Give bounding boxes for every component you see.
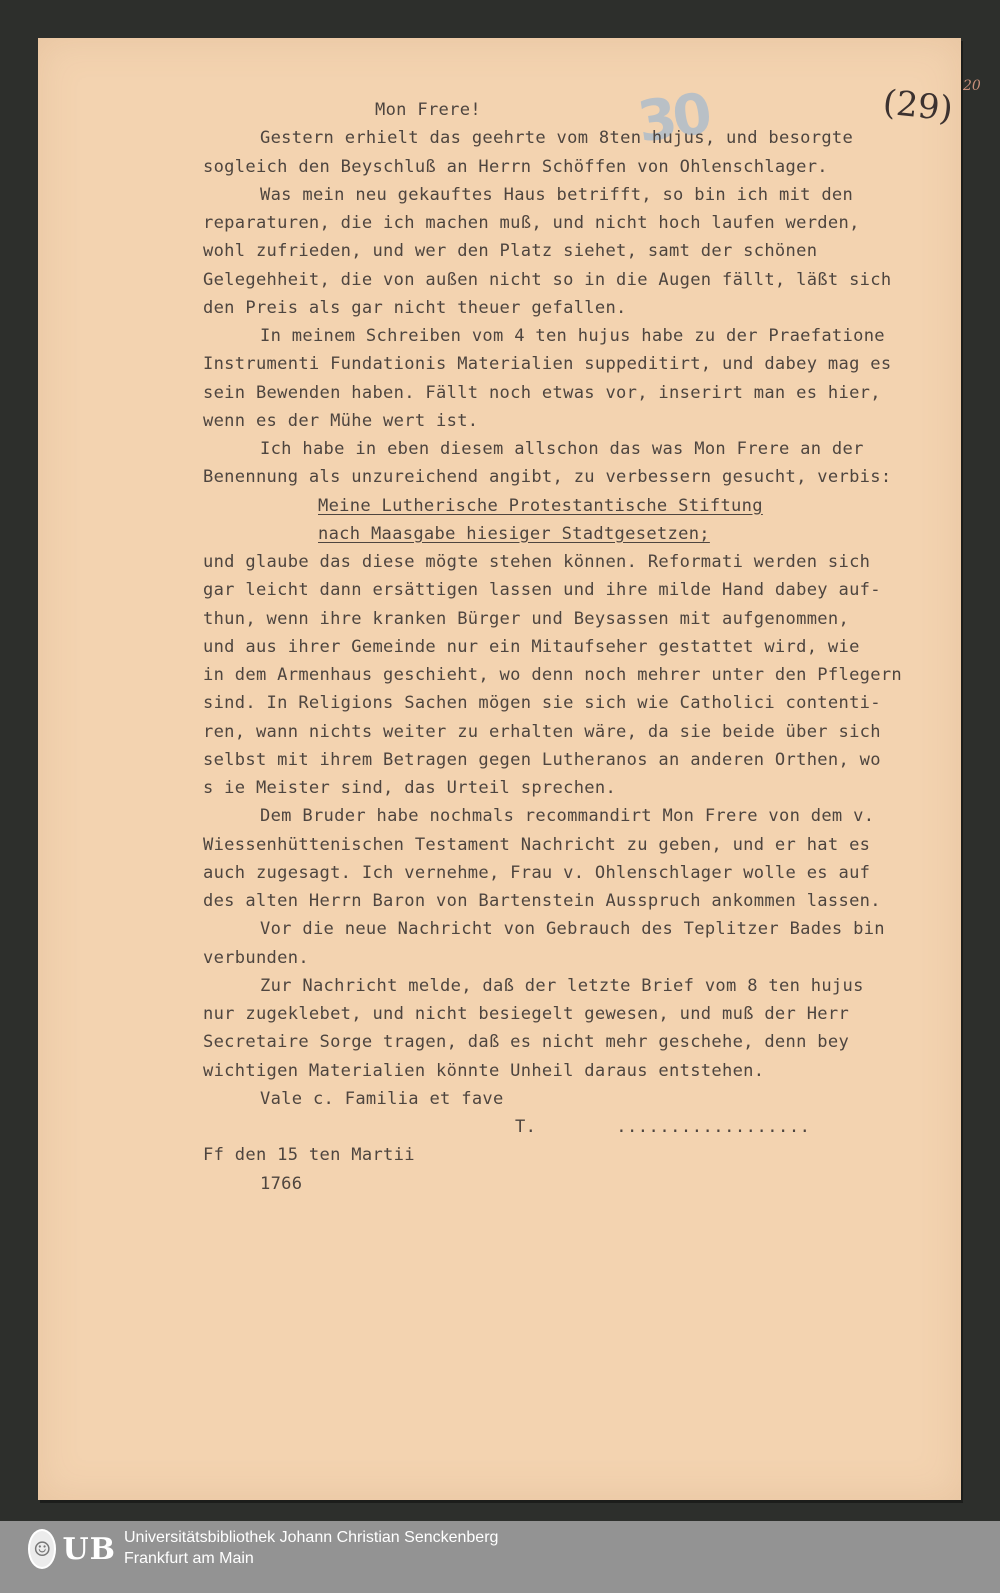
letter-line: Was mein neu gekauftes Haus betrifft, so bin ich mit den [260,184,854,205]
letter-line: wenn es der Mühe wert ist. [203,410,479,431]
letter-line: sind. In Religions Sachen mögen sie sich wie Catholici contenti- [203,693,881,714]
letter-line: den Preis als gar nicht theuer gefallen. [203,297,627,318]
letter-line: Secretaire Sorge tragen, daß es nicht mehr geschehe, denn bey [203,1032,850,1053]
letter-line: Gelegehheit, die von außen nicht so in die Augen fällt, läßt sich [203,269,892,290]
letter-line: Wiessenhüttenischen Testament Nachricht zu geben, und er hat es [203,834,871,855]
letter-line: sein Bewenden haben. Fällt noch etwas vor, inserirt man es hier, [203,382,881,403]
letter-line: Benennung als unzureichend angibt, zu verbessern gesucht, verbis: [203,467,892,488]
signature-dots: .................. [616,1117,811,1137]
letter-line: und aus ihrer Gemeinde nur ein Mitaufseher gestattet wird, wie [203,636,860,657]
letter-line: sogleich den Beyschluß an Herrn Schöffen von Ohlenschlager. [203,156,828,177]
letter-line: verbunden. [203,947,309,968]
pencil-folio-number: 30 [633,81,713,156]
library-logo [28,1529,116,1569]
letter-line: selbst mit ihrem Betragen gegen Lutheranos an anderen Orthen, wo [203,749,881,770]
place-date: Ff den 15 ten Martii [203,1145,415,1166]
salutation: Mon Frere! [375,100,481,120]
library-city: Frankfurt am Main [124,1550,254,1567]
ink-folio-number: (29) [881,82,955,130]
letter-line: Vale c. Familia et fave [260,1088,504,1109]
library-credit [124,1527,498,1569]
letter-line: nach Maasgabe hiesiger Stadtgesetzen; [318,523,710,544]
letter-line: Dem Bruder habe nochmals recommandirt Mon Frere von dem v. [260,806,875,827]
letter-line: Ich habe in eben diesem allschon das was Mon Frere an der [260,439,864,459]
letter-line: nur zugeklebet, und nicht besiegelt gewesen, und muß der Herr [203,1004,850,1024]
library-name: Universitätsbibliothek Johann Christian Senckenberg [124,1529,499,1546]
ub-logo-text: UB [62,1531,116,1567]
letter-line: reparaturen, die ich machen muß, und nicht hoch laufen werden, [203,213,860,233]
letter-line: wohl zufrieden, und wer den Platz siehet, samt der schönen [203,241,818,262]
small-folio-number: 20 [963,78,981,94]
letter-line: auch zugesagt. Ich vernehme, Frau v. Ohlenschlager wolle es auf [203,862,871,883]
letter-line: s ie Meister sind, das Urteil sprechen. [203,778,617,798]
letter-line: ren, wann nichts weiter zu erhalten wäre, da sie beide über sich [203,721,881,742]
letter-line: wichtigen Materialien könnte Unheil daraus entstehen. [203,1060,765,1081]
letter-line: gar leicht dann ersättigen lassen und ihre milde Hand dabey auf- [203,580,881,601]
letter-line: In meinem Schreiben vom 4 ten hujus habe zu der Praefatione [260,326,885,346]
library-footer [0,1521,1000,1593]
letter-line: Vor die neue Nachricht von Gebrauch des Teplitzer Bades bin [260,919,885,940]
letter-line: Gestern erhielt das geehrte vom 8ten hujus, und besorgte [260,128,854,149]
year: 1766 [260,1173,303,1194]
signature-line [203,1113,963,1141]
letter-body [203,96,963,1198]
letter-line: Meine Lutherische Protestantische Stiftung [318,495,763,516]
letter-line: Instrumenti Fundationis Materialien suppeditirt, und dabey mag es [203,354,892,375]
letter-lines [203,124,963,1113]
letter-line: thun, wenn ihre kranken Bürger und Beysassen mit aufgenommen, [203,608,850,629]
signature-initial: T. [515,1117,537,1137]
letter-line: des alten Herrn Baron von Bartenstein Ausspruch ankommen lassen. [203,891,881,911]
portrait-seal-icon: ☺ [28,1529,56,1569]
letter-line: in dem Armenhaus geschieht, wo denn noch mehrer unter den Pflegern [203,665,903,685]
letter-line: und glaube das diese mögte stehen können. Reformati werden sich [203,552,871,572]
letter-line: Zur Nachricht melde, daß der letzte Brief vom 8 ten hujus [260,975,864,996]
